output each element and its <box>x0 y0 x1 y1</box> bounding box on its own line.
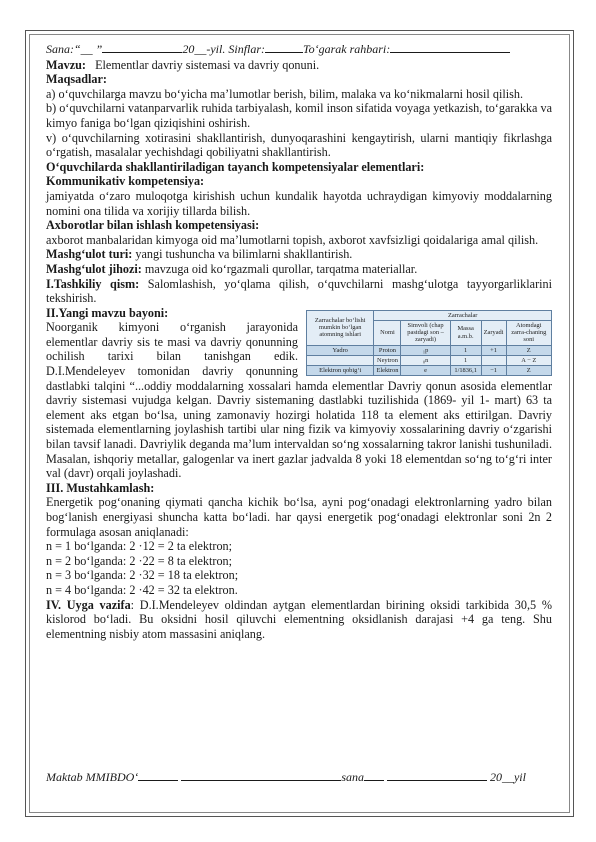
yangi-mavzu-text: Noorganik kimyoni o‘rganish jarayonida elementlar davriy sis te masi va davriy qonunning ochilish tarixi bilan tanishgan edik. D.I.Mendeleyev tomonidan davriy qonunning dastlabki talqini “...oddiy moddalarning xossalari hamda elementlar Davriy qonun asosida elementlar davriy sistemasi vujudga kelgan. Davriy sistemaning dastlabki tuzilishida (1869- yil 1- mart) 63 ta element aks etgan bo‘lsa, uning zamonaviy hozirgi holatida 118 ta element aks ettirilgan. Davriy sistemada elementlarning joylashish tartibi ular ning fizik va kimyoviy xossalarining davriy o‘zgarishi bilan tavsif lanadi. Davriylik deganda ma’lum intervaldan so‘ng xossalarning takror lanishi tushuniladi. Masalan, ishqoriy metallar, galogenlar va inert gazlar jadvalda 8 yoki 18 elementdan so‘ng to‘g‘ri inter val (davr) orqali joylashadi. <box>46 320 552 481</box>
table-cell: Elektron qobig‘i <box>307 365 374 375</box>
document-body <box>46 42 552 641</box>
table-cell <box>307 355 374 365</box>
sinflar-label: Sinflar: <box>228 42 266 56</box>
footer-date-blank <box>387 770 487 781</box>
table-row <box>307 355 552 365</box>
table-header-cell: Zaryadi <box>481 320 506 345</box>
table-row <box>307 345 552 355</box>
maktab-label: Maktab MMIBDO‘ <box>46 770 139 784</box>
rahbar-blank <box>390 42 510 53</box>
sinflar-blank <box>265 42 303 53</box>
header-line <box>46 42 552 57</box>
footer-sana-label: sana <box>341 770 364 784</box>
tashkiliy-text: Salomlashish, yo‘qlama qilish, o‘quvchilarni mashg‘ulotga tayyorgarliklarini tekshirish. <box>46 276 552 306</box>
particles-table <box>306 310 552 376</box>
table-cell: −1 <box>481 365 506 375</box>
table-cell: 1 <box>450 355 481 365</box>
name-blank <box>181 770 341 781</box>
table-header-cell: Simvoli (chap pastdagi son – zaryadi) <box>401 320 450 345</box>
mashgulot-jihozi-label: Mashg‘ulot jihozi: <box>46 261 142 276</box>
mashgulot-jihozi-text: mavzuga oid ko‘rgazmali qurollar, tarqatma materiallar. <box>144 261 418 276</box>
table-cell: 1/1836,1 <box>450 365 481 375</box>
maqsad-v: v) o‘quvchilarning xotirasini shakllantirish, dunyoqarashini kengaytirish, ularni mantiqiy fikrlashga o‘rgatish, masalalar yechishdagi qobiliyatni shakllantirish. <box>46 130 552 160</box>
table-cell: ₀n <box>401 355 450 365</box>
axborot-text: axborot manbalaridan kimyoga oid ma’lumotlarni topish, axborot xavfsizligi qoidalariga amal qilish. <box>46 232 539 247</box>
kompetensiya-title: O‘quvchilarda shakllantiriladigan tayanch kompetensiyalar elementlari: <box>46 159 425 174</box>
mustahkamlash-label: III. Mustahkamlash: <box>46 480 155 495</box>
table-header-cell: Zarrachalar bo‘lishi mumkin bo‘lgan atomning ishlari <box>307 310 374 345</box>
formula-line: n = 4 bo‘lganda: 2 ·42 = 32 ta elektron. <box>46 582 238 597</box>
uyga-vazifa-text: : D.I.Mendeleyev oldindan aytgan elementlardan birining oksidi tarkibida 30,5 % kislorod bo‘ladi. Bu oksidni hosil qiluvchi elementning oksidlanish darajasi +4 ga teng. Shu elementning nisbiy atom massasini aniqlang. <box>46 597 552 641</box>
mavzu-text: Elementlar davriy sistemasi va davriy qonuni. <box>95 57 320 72</box>
table-cell: Proton <box>374 345 401 355</box>
mavzu-line <box>46 58 552 73</box>
rahbar-label: To‘garak rahbari: <box>303 42 391 56</box>
table-cell: Neytron <box>374 355 401 365</box>
mavzu-label: Mavzu: <box>46 57 86 72</box>
maqsad-a: a) o‘quvchilarga mavzu bo‘yicha ma’lumotlar berish, bilim, malaka va ko‘nikmalarni hosil qilish. <box>46 86 523 101</box>
kommunikativ-label: Kommunikativ kompetensiya: <box>46 174 205 189</box>
mustahkamlash-text: Energetik pog‘onaning qiymati qancha kichik bo‘lsa, ayni pog‘onadagi elektronlarning yadro bilan bog‘lanish energiyasi shuncha katta bo‘ladi. har qaysi energetik pog‘onadagi elektronlar soni 2n 2 formulaga asosan aniqlanadi: <box>46 495 552 539</box>
table-header-cell: Nomi <box>374 320 401 345</box>
table-cell: A − Z <box>506 355 552 365</box>
mashgulot-turi-text: yangi tushuncha va bilimlarni shakllantirish. <box>135 247 353 262</box>
mashgulot-turi-label: Mashg‘ulot turi: <box>46 247 133 262</box>
table-cell: Elektron <box>374 365 401 375</box>
formula-line: n = 3 bo‘lganda: 2 ·32 = 18 ta elektron; <box>46 568 239 583</box>
table-row <box>307 365 552 375</box>
table-group-header: Zarrachalar <box>374 310 552 320</box>
footer-year: 20__yil <box>489 770 526 784</box>
uyga-vazifa-label: IV. Uyga vazifa <box>46 597 131 612</box>
sana-blank <box>102 42 182 53</box>
table-cell: e <box>401 365 450 375</box>
tashkiliy-qism <box>46 277 552 306</box>
tashkiliy-label: I.Tashkiliy qism: <box>46 276 140 291</box>
maqsadlar-label: Maqsadlar: <box>46 72 107 87</box>
table-cell: 1 <box>450 345 481 355</box>
table-cell: Yadro <box>307 345 374 355</box>
year-part: 20__-yil. <box>182 42 226 56</box>
footer-line <box>46 770 552 785</box>
table-cell: +1 <box>481 345 506 355</box>
maqsad-b: b) o‘quvchilarni vatanparvarlik ruhida tarbiyalash, komil inson sifatida voyaga yetkazish, to‘garakka va kimyo faniga bo‘lgan qiziqishini oshirish. <box>46 101 552 130</box>
maktab-blank <box>138 770 178 781</box>
table-cell <box>481 355 506 365</box>
table-cell: Z <box>506 365 552 375</box>
table-header-cell: Massa a.m.b. <box>450 320 481 345</box>
footer-sana-blank <box>364 770 384 781</box>
mashgulot-turi <box>46 247 552 262</box>
table-cell: ₁p <box>401 345 450 355</box>
mashgulot-jihozi <box>46 262 552 277</box>
formula-line: n = 2 bo‘lganda: 2 ·22 = 8 ta elektron; <box>46 553 233 568</box>
sana-quote: “__ ” <box>74 42 103 56</box>
table-cell: Z <box>506 345 552 355</box>
formula-line: n = 1 bo‘lganda: 2 ·12 = 2 ta elektron; <box>46 539 233 554</box>
table-header-cell: Atomdagi zarra-chaning soni <box>506 320 552 345</box>
yangi-mavzu-label: II.Yangi mavzu bayoni: <box>46 305 169 320</box>
axborot-label: Axborotlar bilan ishlash kompetensiyasi: <box>46 218 260 233</box>
kommunikativ-text: jamiyatda o‘zaro muloqotga kirishish uchun kundalik hayotda uchraydigan kimyoviy moddalarning nomini ona tilida va xorijiy tillarda bilish. <box>46 188 552 218</box>
sana-label: Sana: <box>46 42 74 56</box>
uyga-vazifa <box>46 598 552 642</box>
